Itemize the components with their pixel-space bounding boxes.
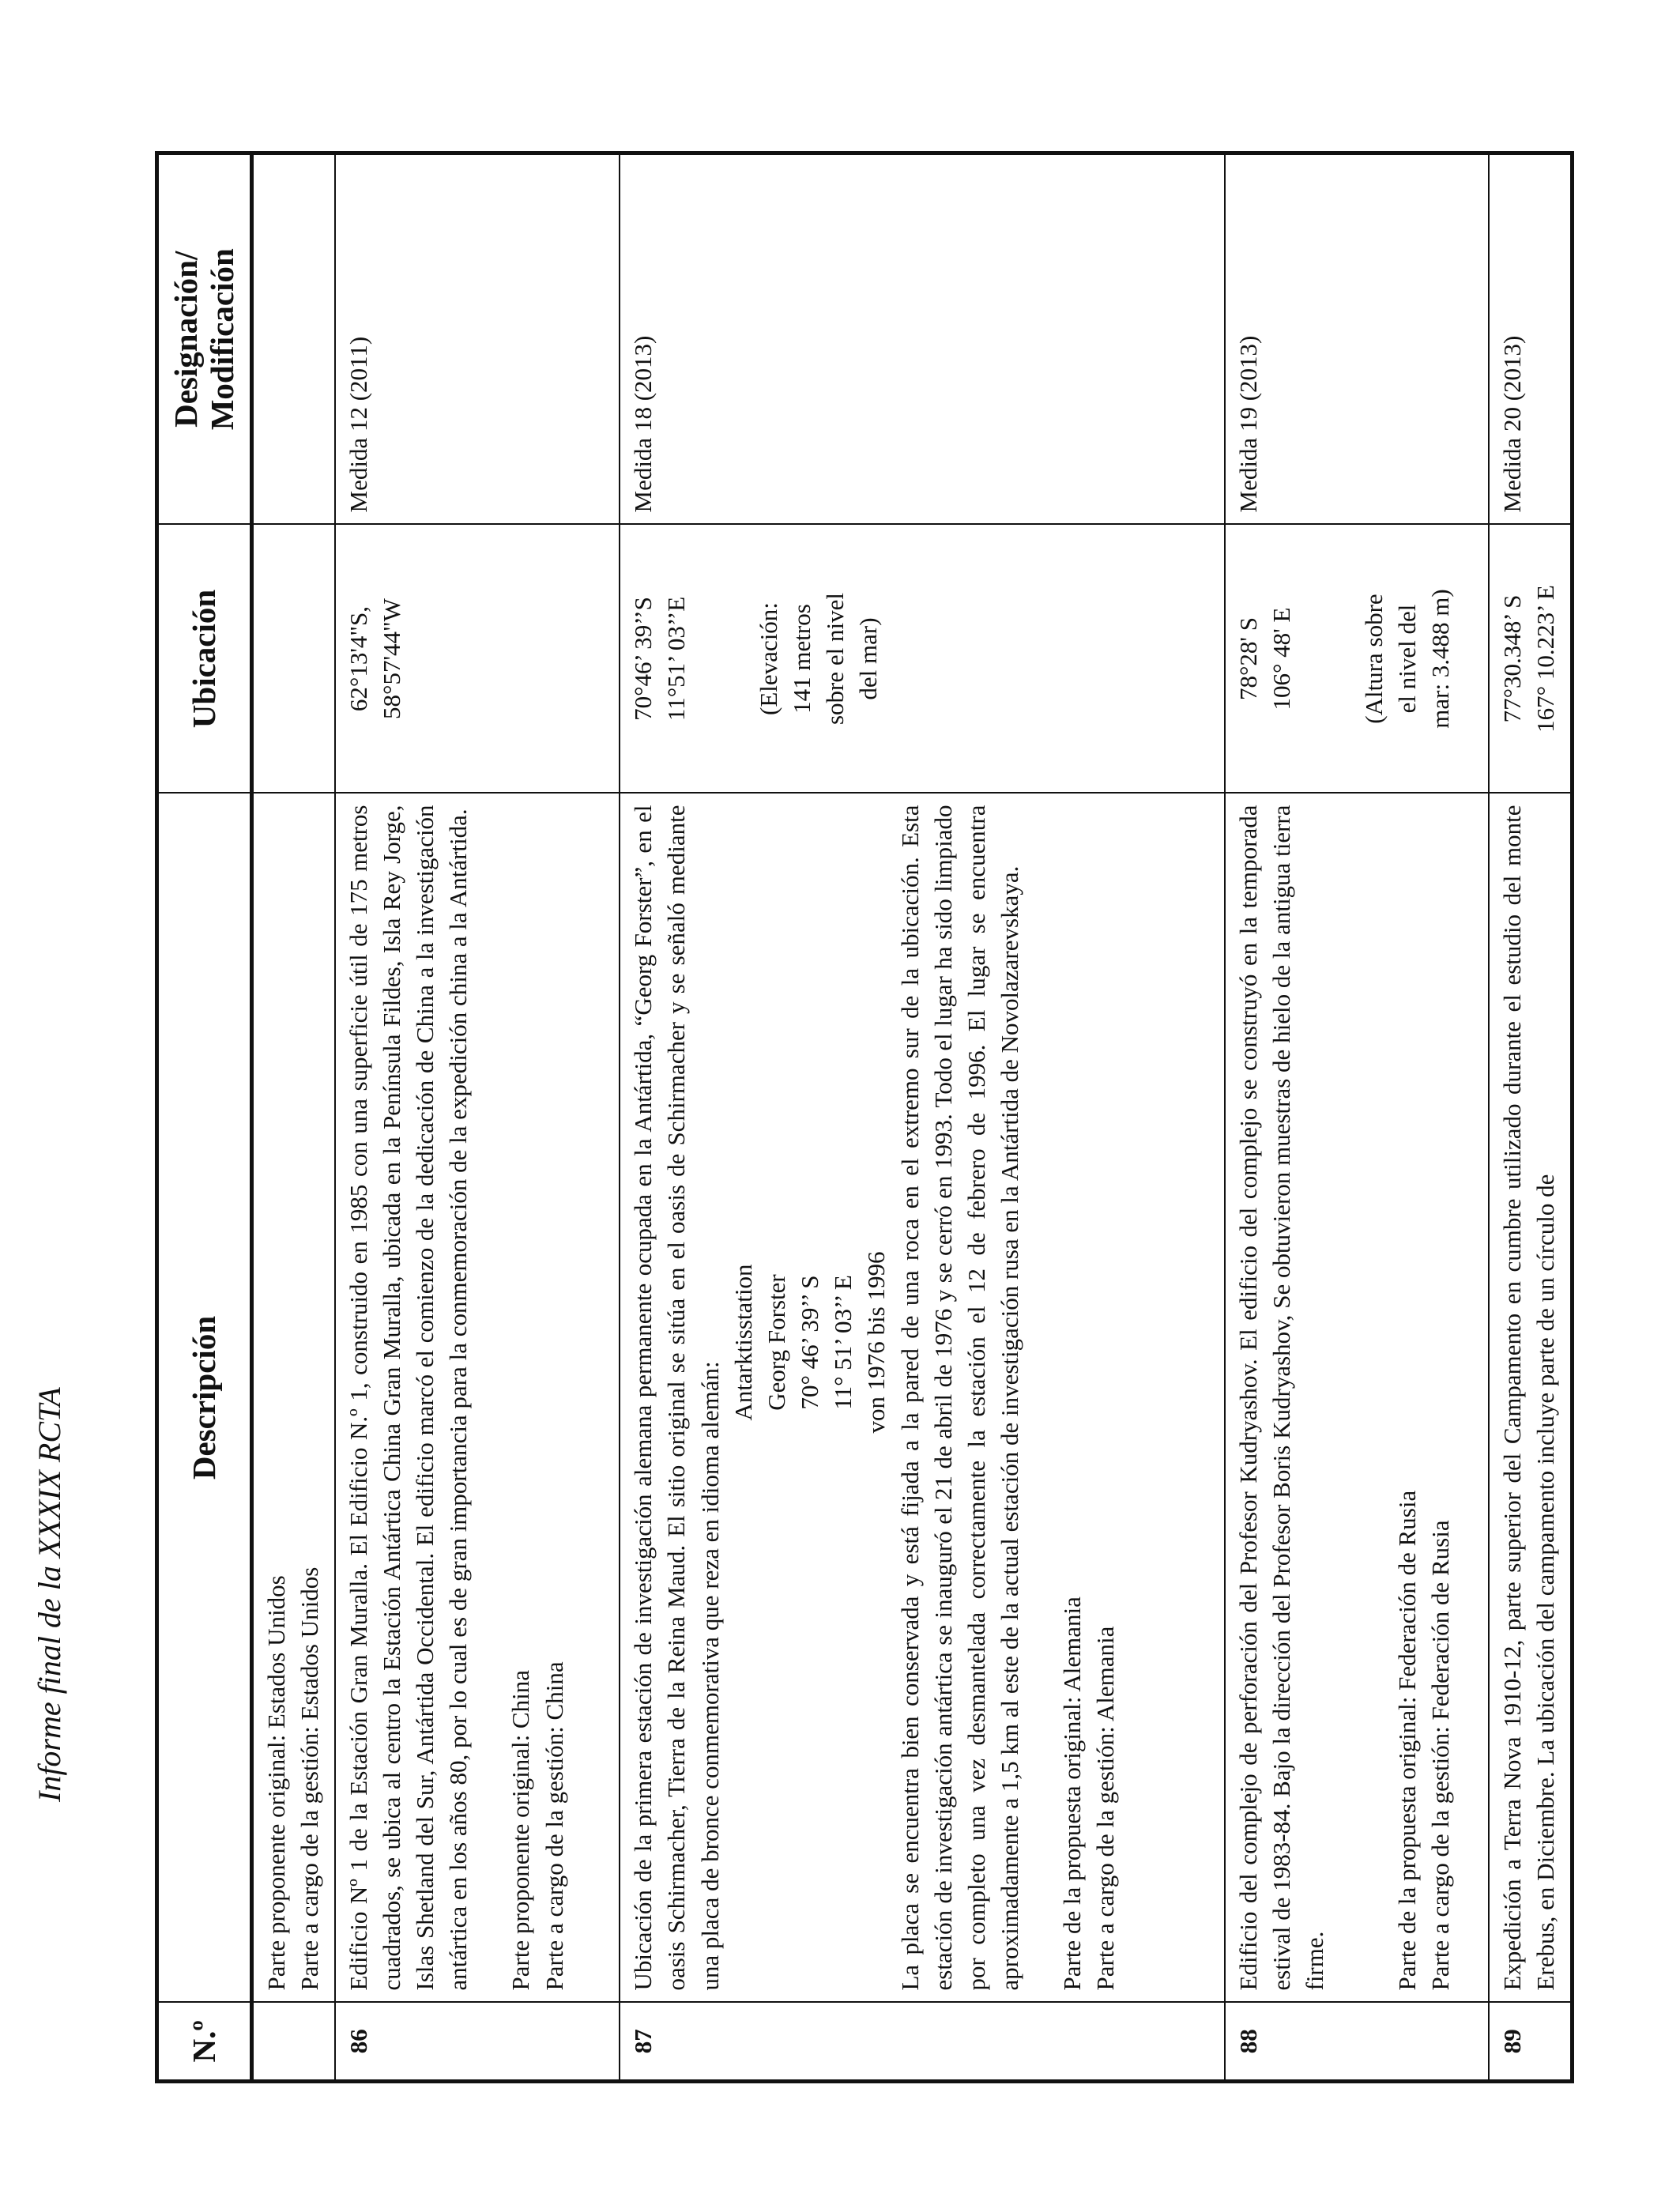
table-row-continuation <box>252 153 335 2082</box>
running-header: Informe final de la XXXIX RCTA <box>32 1387 67 1802</box>
cell-designation: Medida 18 (2013) <box>620 153 1225 525</box>
elevation-note: del mar) <box>854 617 883 700</box>
table-row <box>1489 153 1572 2082</box>
elevation-note: 141 metros <box>788 604 816 714</box>
party-line: Parte a cargo de la gestión: Estados Unidos <box>296 1566 324 1991</box>
plaque-line: von 1976 bis 1996 <box>862 1251 891 1434</box>
cell-designation <box>252 153 335 525</box>
party-line: Parte de la propuesta original: Federación de Rusia <box>1392 1490 1421 1991</box>
elevation-note: (Elevación: <box>754 602 782 715</box>
description-text: Expedición a Terra Nova 1910-12, parte superior del Campamento en cumbre utilizado durante el estudio del monte Erebus, en Diciembre. La ubicación del campamento incluye parte de un círculo de <box>1498 805 1560 1991</box>
coordinate: 11°51’ 03’’E <box>662 596 691 722</box>
cell-number <box>252 2003 335 2082</box>
table-row <box>1225 153 1489 2082</box>
description-text: La placa se encuentra bien conservada y está fijada a la pared de una roca en el extremo sur de la ubicación. Esta estación de investigación antártica se inauguró el 21 de abril de 1976 y se cerró en 1993. Todo el lugar ha sido limpiado por completo una vez desmantelada correctamente la estación el 12 de febrero de 1996. El lugar se encuentra aproximadamente a 1,5 km al este de la actual estación de investigación rusa en la Antártida de Novolazarevskaya. <box>895 805 1023 1991</box>
coordinate: 78°28' S <box>1234 617 1263 700</box>
cell-number: 87 <box>620 2003 1225 2082</box>
cell-description <box>1225 794 1489 2003</box>
party-line: Parte a cargo de la gestión: Alemania <box>1091 1626 1120 1991</box>
party-line: Parte proponente original: Estados Unidos <box>262 1575 290 1991</box>
plaque-line: Georg Forster <box>762 1274 790 1411</box>
cell-location <box>252 525 335 794</box>
coordinate: 62°13'4"S, <box>344 605 372 712</box>
description-text: Edificio del complejo de perforación del Profesor Kudryashov. El edificio del complejo se construyó en la temporada estival de 1983-84. Bajo la dirección del Profesor Boris Kudryashov, Se obtuvieron muestras de hielo de la antigua tierra firme. <box>1234 805 1329 1991</box>
cell-description <box>620 794 1225 2003</box>
elevation-note: mar: 3.488 m) <box>1426 589 1455 729</box>
coordinate: 106° 48' E <box>1268 607 1296 711</box>
description-text: Ubicación de la primera estación de investigación alemana permanente ocupada en la Antártida, “Georg Forster”, en el oasis Schirmacher, Tierra de la Reina Maud. El sitio original se sitúa en el oasis de Schirmacher y se señaló mediante una placa de bronce conmemorativa que reza en idioma alemán: <box>629 805 724 1991</box>
cell-location <box>1489 525 1572 794</box>
party-line: Parte a cargo de la gestión: Federación de Rusia <box>1426 1520 1455 1991</box>
cell-description <box>335 794 620 2003</box>
column-header-location: Ubicación <box>157 525 252 794</box>
elevation-note: sobre el nivel <box>821 593 849 726</box>
cell-designation: Medida 20 (2013) <box>1489 153 1572 525</box>
column-header-description: Descripción <box>157 794 252 2003</box>
cell-number: 89 <box>1489 2003 1572 2082</box>
party-line: Parte proponente original: China <box>507 1670 535 1991</box>
column-header-number: N.º <box>157 2003 252 2082</box>
coordinate: 70°46’ 39’’S <box>629 597 657 721</box>
cell-description <box>252 794 335 2003</box>
description-text: Edificio Nº 1 de la Estación Gran Muralla. El Edificio N.º 1, construido en 1985 con una superficie útil de 175 metros cuadrados, se ubica al centro la Estación Antártica China Gran Muralla, ubicada en la Península Fildes, Isla Rey Jorge, Islas Shetland del Sur, Antártida Occidental. El edificio marcó el comienzo de la dedicación de China a la investigación antártica en los años 80, por lo cual es de gran importancia para la conmemoración de la expedición china a la Antártida. <box>344 805 473 1991</box>
column-header-designation: Designación/ Modificación <box>157 153 252 525</box>
cell-location <box>335 525 620 794</box>
party-line: Parte de la propuesta original: Alemania <box>1058 1596 1087 1991</box>
cell-description <box>1489 794 1572 2003</box>
table-row <box>620 153 1225 2082</box>
coordinate: 77°30.348’ S <box>1498 594 1527 723</box>
coordinate: 167° 10.223’ E <box>1531 585 1560 733</box>
cell-designation: Medida 19 (2013) <box>1225 153 1489 525</box>
plaque-line: 11° 51’ 03’’ E <box>829 1275 857 1410</box>
cell-designation: Medida 12 (2011) <box>335 153 620 525</box>
party-line: Parte a cargo de la gestión: China <box>540 1661 568 1991</box>
cell-number: 86 <box>335 2003 620 2082</box>
coordinate: 58°57'44"W <box>377 598 405 719</box>
plaque-inscription <box>727 805 894 1991</box>
plaque-line: 70° 46’ 39’’ S <box>796 1275 824 1410</box>
cell-number: 88 <box>1225 2003 1489 2082</box>
cell-location <box>620 525 1225 794</box>
cell-location <box>1225 525 1489 794</box>
table-row <box>335 153 620 2082</box>
elevation-note: (Altura sobre <box>1359 594 1388 724</box>
elevation-note: el nivel del <box>1392 604 1421 714</box>
plaque-line: Antarktisstation <box>729 1264 757 1421</box>
historic-sites-table <box>155 155 1574 2083</box>
